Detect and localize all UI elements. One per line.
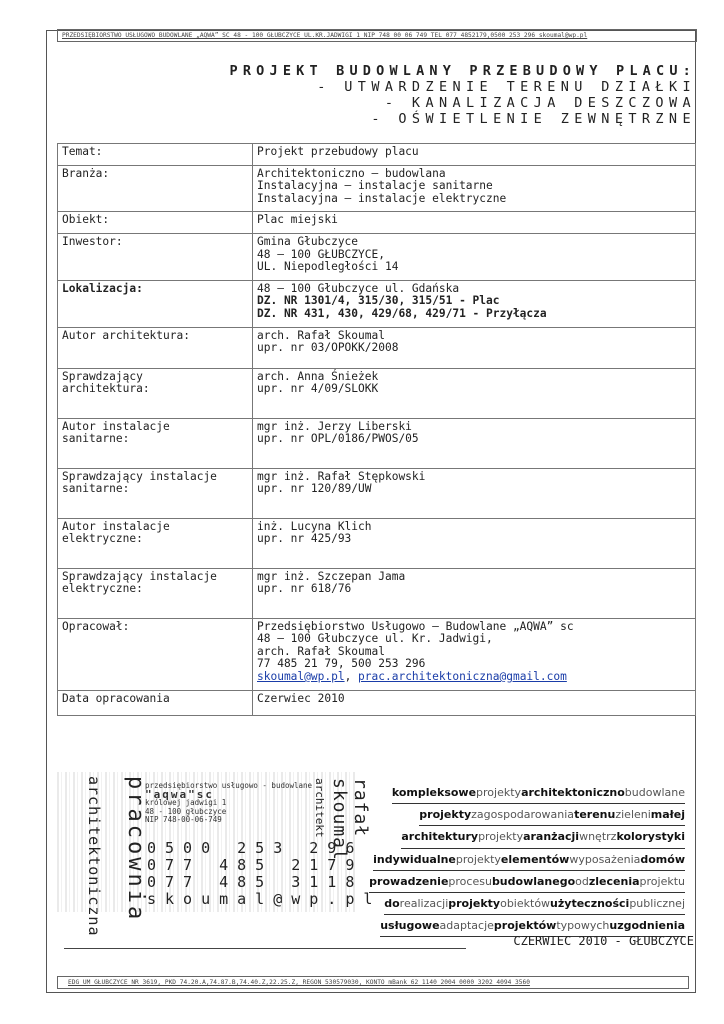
label-temat: Temat:: [58, 144, 253, 166]
stamp-firm-info: [145, 782, 312, 825]
value-line: upr. nr 425/93: [257, 532, 352, 546]
value-line: 48 – 100 GŁUBCZYCE,: [257, 247, 385, 261]
value-line: UL. Niepodległości 14: [257, 260, 399, 274]
label-autor-sanitarne: [58, 418, 253, 468]
slogan-word: projektów: [493, 919, 557, 933]
value-line: mgr inż. Szczepan Jama: [257, 569, 406, 583]
slogan-word: aranżacji: [523, 830, 580, 844]
slogan-word: realizacji: [399, 897, 449, 911]
slogan-word: kolorystyki: [616, 830, 685, 844]
stamp-phone: 0500 253 296: [147, 839, 364, 857]
stamp-firm-line: królowej jadwigi 1: [145, 798, 227, 807]
slogan-row: [369, 871, 685, 893]
value-line: arch. Anna Śnieżek: [257, 369, 379, 383]
value-autor-elektryczne: [253, 518, 696, 568]
stamp-slogans: [369, 782, 685, 937]
slogan-word: typowych: [556, 919, 610, 933]
value-sprawdzajacy-architektura: [253, 368, 696, 418]
stamp-pracownia: [71, 776, 148, 937]
value-line: upr. nr 618/76: [257, 582, 352, 596]
row-sprawdzajacy-sanitarne: [58, 468, 696, 518]
row-obiekt: [58, 212, 696, 234]
label-line: sanitarne:: [62, 482, 130, 496]
label-line: Autor instalacje: [62, 519, 170, 533]
slogan-word: wyposażenia: [569, 852, 641, 866]
value-line: upr. nr 03/OPOKK/2008: [257, 341, 399, 355]
label-data-opracowania: Data opracowania: [58, 690, 253, 715]
title-line-4: - OŚWIETLENIE ZEWNĘTRZNE: [371, 111, 696, 127]
label-line: Sprawdzający instalacje: [62, 469, 217, 483]
row-sprawdzajacy-architektura: [58, 368, 696, 418]
value-line: Instalacyjna – instalacje elektryczne: [257, 191, 507, 205]
slogan-word: projekty: [478, 830, 524, 844]
value-line: Instalacyjna – instalacje sanitarne: [257, 179, 493, 193]
value-line: mgr inż. Rafał Stępkowski: [257, 469, 426, 483]
title-line-3: - KANALIZACJA DESZCZOWA: [384, 95, 696, 111]
slogan-word: projektu: [639, 874, 685, 888]
row-branza: [58, 165, 696, 212]
slogan-word: publicznej: [629, 897, 685, 911]
slogan-word: budowlane: [624, 786, 685, 799]
title-line-1: PROJEKT BUDOWLANY PRZEBUDOWY PLACU:: [229, 63, 696, 79]
slogan-row: [369, 804, 685, 826]
slogan-row: [369, 826, 685, 848]
value-sprawdzajacy-elektryczne: [253, 568, 696, 618]
value-line: DZ. NR 431, 430, 429/68, 429/71 - Przyłącza: [257, 306, 547, 320]
stamp-firm-line: NIP 748-00-06-749: [145, 815, 222, 824]
label-inwestor: Inwestor:: [58, 233, 253, 280]
slogan-word: małej: [650, 808, 685, 822]
value-line: 77 485 21 79, 500 253 296: [257, 657, 426, 671]
slogan-word: architektoniczno: [521, 786, 625, 799]
slogan-word: terenu: [574, 808, 616, 822]
slogan-word: indywidualne: [373, 852, 456, 866]
stamp-phone: 077 485 2179: [147, 856, 364, 874]
project-info-table: [57, 143, 696, 716]
slogan-word: obiektów: [500, 897, 551, 911]
value-line: mgr inż. Jerzy Liberski: [257, 419, 412, 433]
slogan-word: projekty: [476, 786, 522, 799]
value-obiekt: Plac miejski: [253, 212, 696, 234]
label-opracowal: Opracował:: [58, 618, 253, 690]
footer-date: CZERWIEC 2010 - GŁUBCZYCE: [513, 934, 694, 948]
slogan-word: użyteczności: [550, 897, 630, 911]
value-line: 48 – 100 Głubczyce ul. Kr. Jadwigi,: [257, 632, 493, 646]
slogan-word: od: [575, 874, 589, 888]
value-line: inż. Lucyna Klich: [257, 519, 372, 533]
value-line: upr. nr OPL/0186/PWOS/05: [257, 432, 419, 446]
slogan-word: wnętrz: [579, 830, 617, 844]
signature-rule: [64, 948, 466, 949]
label-sprawdzajacy-elektryczne: [58, 568, 253, 618]
email-link-skoumal[interactable]: skoumal@wp.pl: [257, 669, 345, 683]
label-sprawdzajacy-architektura: [58, 368, 253, 418]
stamp-rafal-skoumal: rafał skoumal: [329, 778, 371, 861]
value-branza: [253, 165, 696, 212]
slogan-word: zlecenia: [588, 874, 640, 888]
label-autor-elektryczne: [58, 518, 253, 568]
row-sprawdzajacy-elektryczne: [58, 568, 696, 618]
label-lokalizacja: Lokalizacja:: [58, 280, 253, 327]
value-data-opracowania: Czerwiec 2010: [253, 690, 696, 715]
label-line: sanitarne:: [62, 432, 130, 446]
value-sprawdzajacy-sanitarne: [253, 468, 696, 518]
value-temat: Projekt przebudowy placu: [253, 144, 696, 166]
value-line: arch. Rafał Skoumal: [257, 328, 385, 342]
slogan-word: usługowe: [380, 919, 440, 933]
slogan-word: zieleni: [615, 808, 651, 822]
value-inwestor: [253, 233, 696, 280]
company-stamp: [57, 772, 697, 937]
slogan-word: zagospodarowania: [471, 808, 575, 822]
value-line: DZ. NR 1301/4, 315/30, 315/51 - Plac: [257, 294, 500, 308]
slogan-word: projekty: [419, 808, 472, 822]
slogan-word: do: [384, 897, 400, 911]
label-line: Autor instalacje: [62, 419, 170, 433]
value-autor-sanitarne: [253, 418, 696, 468]
slogan-word: kompleksowe: [391, 786, 477, 799]
value-line: 48 – 100 Głubczyce ul. Gdańska: [257, 281, 460, 295]
slogan-word: adaptacje: [439, 919, 494, 933]
value-line: Przedsiębiorstwo Usługowo – Budowlane „AQWA” sc: [257, 619, 574, 633]
value-line: upr. nr 4/09/SLOKK: [257, 382, 379, 396]
header-company-bar: PRZEDSIĘBIORSTWO USŁUGOWO BUDOWLANE „AQWA” SC 48 - 100 GŁUBCZYCE UL.KR.JADWIGI 1 NIP 748 00 06 749 TEL 077 4852179,0500 253 296 skoumal@wp.pl: [57, 29, 697, 42]
row-opracowal: [58, 618, 696, 690]
email-separator: ,: [344, 669, 359, 683]
slogan-row: [369, 849, 685, 871]
label-autor-architektura: Autor architektura:: [58, 327, 253, 368]
slogan-word: elementów: [500, 852, 570, 866]
footer-registration-bar: EDG UM GŁUBCZYCE NR 3619, PKD 74.20.A,74.87.B,74.40.Z,22.25.Z, REGON 530579030, KONTO mBank 62 1140 2004 0000 3202 4094 3560: [57, 976, 689, 989]
value-line: arch. Rafał Skoumal: [257, 644, 385, 658]
value-autor-architektura: [253, 327, 696, 368]
row-temat: [58, 144, 696, 166]
stamp-architekt: architekt: [313, 778, 326, 838]
row-lokalizacja: [58, 280, 696, 327]
value-line: upr. nr 120/89/UW: [257, 482, 372, 496]
stamp-firm-line: przedsiębiorstwo usługowo - budowlane: [145, 781, 313, 790]
value-opracowal: [253, 618, 696, 690]
row-data-opracowania: [58, 690, 696, 715]
stamp-pracownia-text: pracownia: [123, 776, 148, 923]
slogan-row: [369, 782, 685, 804]
label-line: elektryczne:: [62, 582, 143, 596]
row-inwestor: [58, 233, 696, 280]
row-autor-elektryczne: [58, 518, 696, 568]
stamp-architektoniczna-text: architektoniczna: [85, 776, 103, 937]
slogan-word: budowlanego: [491, 874, 576, 888]
label-line: Sprawdzający instalacje: [62, 569, 217, 583]
label-sprawdzajacy-sanitarne: [58, 468, 253, 518]
slogan-word: projekty: [448, 897, 501, 911]
email-line: [257, 671, 691, 684]
row-autor-architektura: [58, 327, 696, 368]
stamp-firm-name: "aqwa"sc: [145, 787, 214, 801]
value-line: Architektoniczno – budowlana: [257, 166, 446, 180]
slogan-row: [369, 893, 685, 915]
slogan-word: uzgodnienia: [609, 919, 685, 933]
slogan-word: procesu: [448, 874, 492, 888]
stamp-email: skoumal@wp.pl: [147, 890, 382, 908]
slogan-word: projekty: [455, 852, 501, 866]
label-branza: Branża:: [58, 165, 253, 212]
label-line: architektura:: [62, 382, 150, 396]
value-line: Gmina Głubczyce: [257, 234, 359, 248]
value-lokalizacja: [253, 280, 696, 327]
slogan-word: prowadzenie: [369, 874, 449, 888]
stamp-firm-line: 48 - 100 głubczyce: [145, 806, 227, 816]
project-title: [230, 63, 696, 127]
footer-date-line: [62, 934, 694, 948]
slogan-word: domów: [640, 852, 685, 866]
title-line-2: - UTWARDZENIE TERENU DZIAŁKI: [317, 79, 696, 95]
email-link-prac[interactable]: prac.architektoniczna@gmail.com: [358, 669, 567, 683]
row-autor-sanitarne: [58, 418, 696, 468]
slogan-word: architektury: [401, 830, 479, 844]
label-obiekt: Obiekt:: [58, 212, 253, 234]
label-line: elektryczne:: [62, 532, 143, 546]
stamp-phone: 077 485 3118: [147, 873, 364, 891]
label-line: Sprawdzający: [62, 369, 143, 383]
